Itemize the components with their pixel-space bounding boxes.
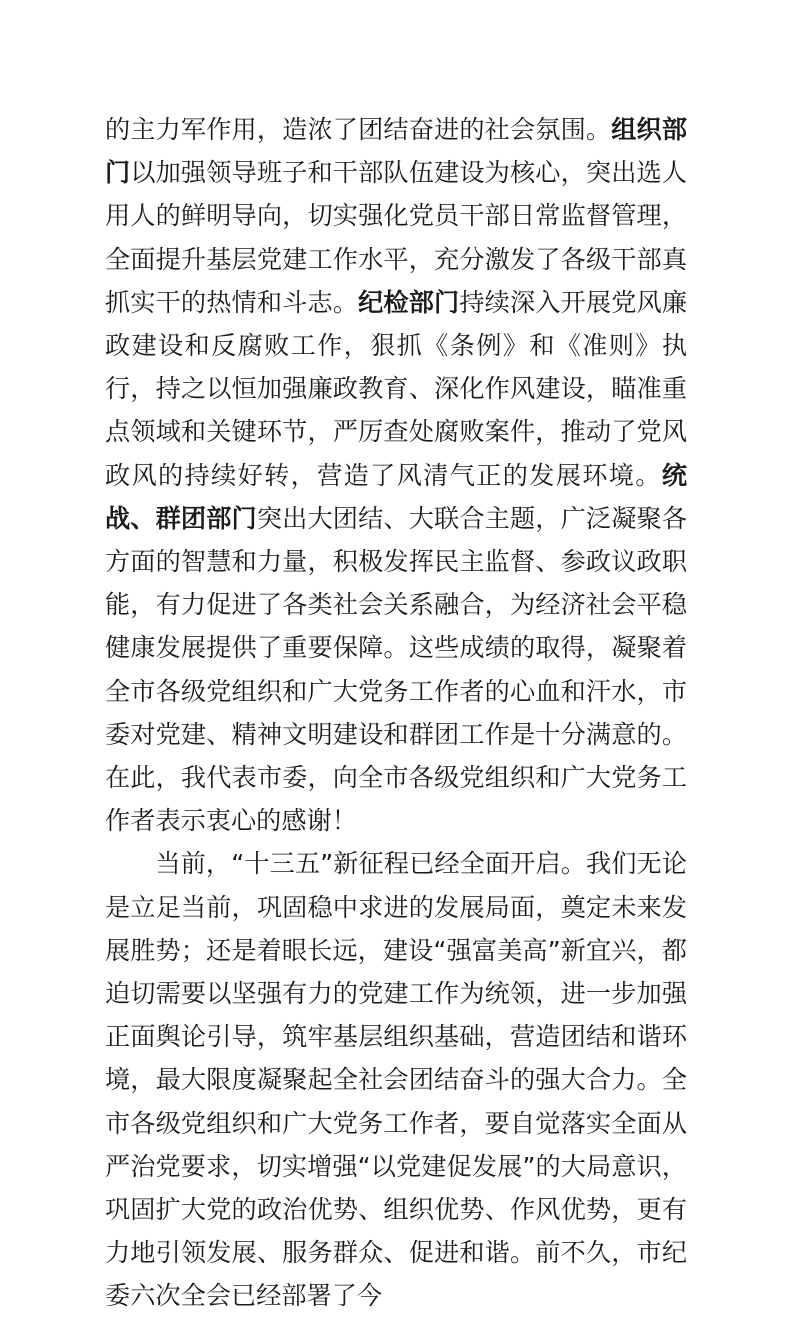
paragraph-1-run-6: 突出大团结、大联合主题，广泛凝聚各方面的智慧和力量，积极发挥民主监督、参政议政职能，有力促进了各类社会关系融合，为经济社会平稳健康发展提供了重要保障。这些成绩的取得，凝聚着全市各级党组织和广大党务工作者的心血和汗水，市委对党建、精神文明建设和群团工作是十分满意的。在此，我代表市委，向全市各级党组织和广大党务工作者表示衷心的感谢！ xyxy=(105,503,688,836)
paragraph-1 xyxy=(105,108,687,842)
paragraph-2 xyxy=(105,842,687,1317)
paragraph-2-run-0: 当前，“十三五”新征程已经全面开启。我们无论是立足当前，巩固稳中求进的发展局面，奠定未来发展胜势；还是着眼长远，建设“强富美高”新宜兴，都迫切需要以坚强有力的党建工作为统领，进一步加强正面舆论引导，筑牢基层组织基础，营造团结和谐环境，最大限度凝聚起全社会团结奋斗的强大合力。全市各级党组织和广大党务工作者，要自觉落实全面从严治党要求，切实增强“以党建促发展”的大局意识，巩固扩大党的政治优势、组织优势、作风优势，更有力地引领发展、服务群众、促进和谐。前不久，市纪委六次全会已经部署了今 xyxy=(105,849,687,1311)
paragraph-1-bold-run-5: 统战、群团部门 xyxy=(105,460,687,533)
document-text-body xyxy=(105,108,687,1318)
paragraph-1-bold-run-3: 纪检部门 xyxy=(358,287,460,317)
paragraph-1-run-0: 的主力军作用，造浓了团结奋进的社会氛围。 xyxy=(105,115,612,144)
paragraph-1-run-2: 以加强领导班子和干部队伍建设为核心，突出选人用人的鲜明导向，切实强化党员干部日常监督管理，全面提升基层党建工作水平，充分激发了各级干部真抓实干的热情和斗志。 xyxy=(105,158,688,317)
paragraph-1-bold-run-1: 组织部门 xyxy=(105,115,688,188)
paragraph-1-run-4: 持续深入开展党风廉政建设和反腐败工作，狠抓《条例》和《准则》执行，持之以恒加强廉政教育、深化作风建设，瞄准重点领域和关键环节，严厉查处腐败案件，推动了党风政风的持续好转，营造了风清气正的发展环境。 xyxy=(105,287,688,490)
